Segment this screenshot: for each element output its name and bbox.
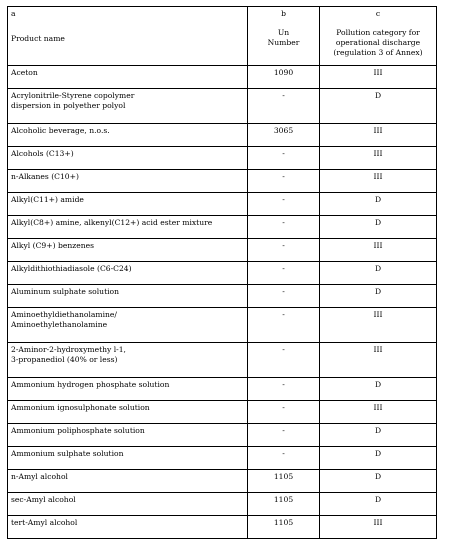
table-row (8, 193, 437, 216)
pollution-category-cell: D (320, 193, 437, 216)
product-name-cell: Alcoholic beverage, n.o.s. (8, 124, 248, 147)
table-row (8, 147, 437, 170)
product-name-cell: Acrylonitrile-Styrene copolymer dispersion in polyether polyol (8, 89, 248, 124)
table-row (8, 447, 437, 470)
table-row (8, 239, 437, 262)
column-letter-c: c (375, 9, 381, 18)
table-row (8, 343, 437, 378)
pollution-category-cell: D (320, 493, 437, 516)
un-number-cell: - (248, 447, 320, 470)
product-name-cell: Alcohols (C13+) (8, 147, 248, 170)
table-row (8, 470, 437, 493)
un-number-cell: - (248, 170, 320, 193)
product-name-cell: Ammonium poliphosphate solution (8, 424, 248, 447)
table-row (8, 262, 437, 285)
product-name-cell: Ammonium ignosulphonate solution (8, 401, 248, 424)
un-number-cell: 1105 (248, 470, 320, 493)
un-number-cell: 1090 (248, 66, 320, 89)
column-title-product-name: Product name (11, 33, 65, 43)
product-name-cell: Aluminum sulphate solution (8, 285, 248, 308)
product-name-cell: Aceton (8, 66, 248, 89)
table-row (8, 170, 437, 193)
pollution-category-cell: D (320, 470, 437, 493)
product-name-cell: Ammonium sulphate solution (8, 447, 248, 470)
un-number-cell: - (248, 193, 320, 216)
pollution-category-cell: III (320, 170, 437, 193)
table-row (8, 216, 437, 239)
header-un-number (248, 7, 320, 66)
un-number-cell: - (248, 216, 320, 239)
pollution-category-cell: D (320, 285, 437, 308)
un-number-cell: - (248, 401, 320, 424)
product-name-cell: 2-Aminor-2-hydroxymethy l-1, 3-propanediol (40% or less) (8, 343, 248, 378)
pollution-category-cell: D (320, 216, 437, 239)
table-row (8, 493, 437, 516)
column-title-un-number: Un Number (267, 27, 300, 47)
pollution-category-cell: III (320, 401, 437, 424)
un-number-cell: - (248, 308, 320, 343)
un-number-cell: - (248, 378, 320, 401)
product-name-cell: Aminoethyldiethanolamine/ Aminoethylethanolamine (8, 308, 248, 343)
un-number-cell: - (248, 262, 320, 285)
product-name-cell: sec-Amyl alcohol (8, 493, 248, 516)
pollution-category-cell: D (320, 378, 437, 401)
table-row (8, 516, 437, 539)
table-header-row (8, 7, 437, 66)
pollution-category-cell: D (320, 424, 437, 447)
column-title-pollution-category: Pollution category for operational discharge (regulation 3 of Annex) (333, 27, 423, 57)
product-name-cell: Alkyl (C9+) benzenes (8, 239, 248, 262)
table-row (8, 285, 437, 308)
un-number-cell: - (248, 89, 320, 124)
product-name-cell: Ammonium hydrogen phosphate solution (8, 378, 248, 401)
table-row (8, 89, 437, 124)
un-number-cell: - (248, 239, 320, 262)
pollution-category-cell: III (320, 308, 437, 343)
product-name-cell: n-Alkanes (C10+) (8, 170, 248, 193)
un-number-cell: - (248, 285, 320, 308)
pollution-category-cell: III (320, 343, 437, 378)
pollution-category-table (7, 6, 437, 539)
product-name-cell: n-Amyl alcohol (8, 470, 248, 493)
table-row (8, 401, 437, 424)
column-letter-a: a (11, 9, 16, 18)
pollution-category-cell: III (320, 239, 437, 262)
header-product-name (8, 7, 248, 66)
un-number-cell: - (248, 343, 320, 378)
table-row (8, 378, 437, 401)
un-number-cell: 1105 (248, 516, 320, 539)
pollution-category-cell: III (320, 66, 437, 89)
header-pollution-category (320, 7, 437, 66)
column-letter-b: b (281, 9, 286, 18)
un-number-cell: 3065 (248, 124, 320, 147)
table-row (8, 66, 437, 89)
pollution-category-cell: D (320, 89, 437, 124)
table-row (8, 424, 437, 447)
un-number-cell: - (248, 147, 320, 170)
table-row (8, 308, 437, 343)
pollution-category-cell: III (320, 124, 437, 147)
pollution-category-cell: III (320, 147, 437, 170)
pollution-category-cell: D (320, 447, 437, 470)
pollution-category-cell: III (320, 516, 437, 539)
un-number-cell: - (248, 424, 320, 447)
product-name-cell: Alkyldithiothiadiasole (C6-C24) (8, 262, 248, 285)
un-number-cell: 1105 (248, 493, 320, 516)
pollution-category-cell: D (320, 262, 437, 285)
product-name-cell: tert-Amyl alcohol (8, 516, 248, 539)
product-name-cell: Alkyl(C8+) amine, alkenyl(C12+) acid ester mixture (8, 216, 248, 239)
table-row (8, 124, 437, 147)
product-name-cell: Alkyl(C11+) amide (8, 193, 248, 216)
